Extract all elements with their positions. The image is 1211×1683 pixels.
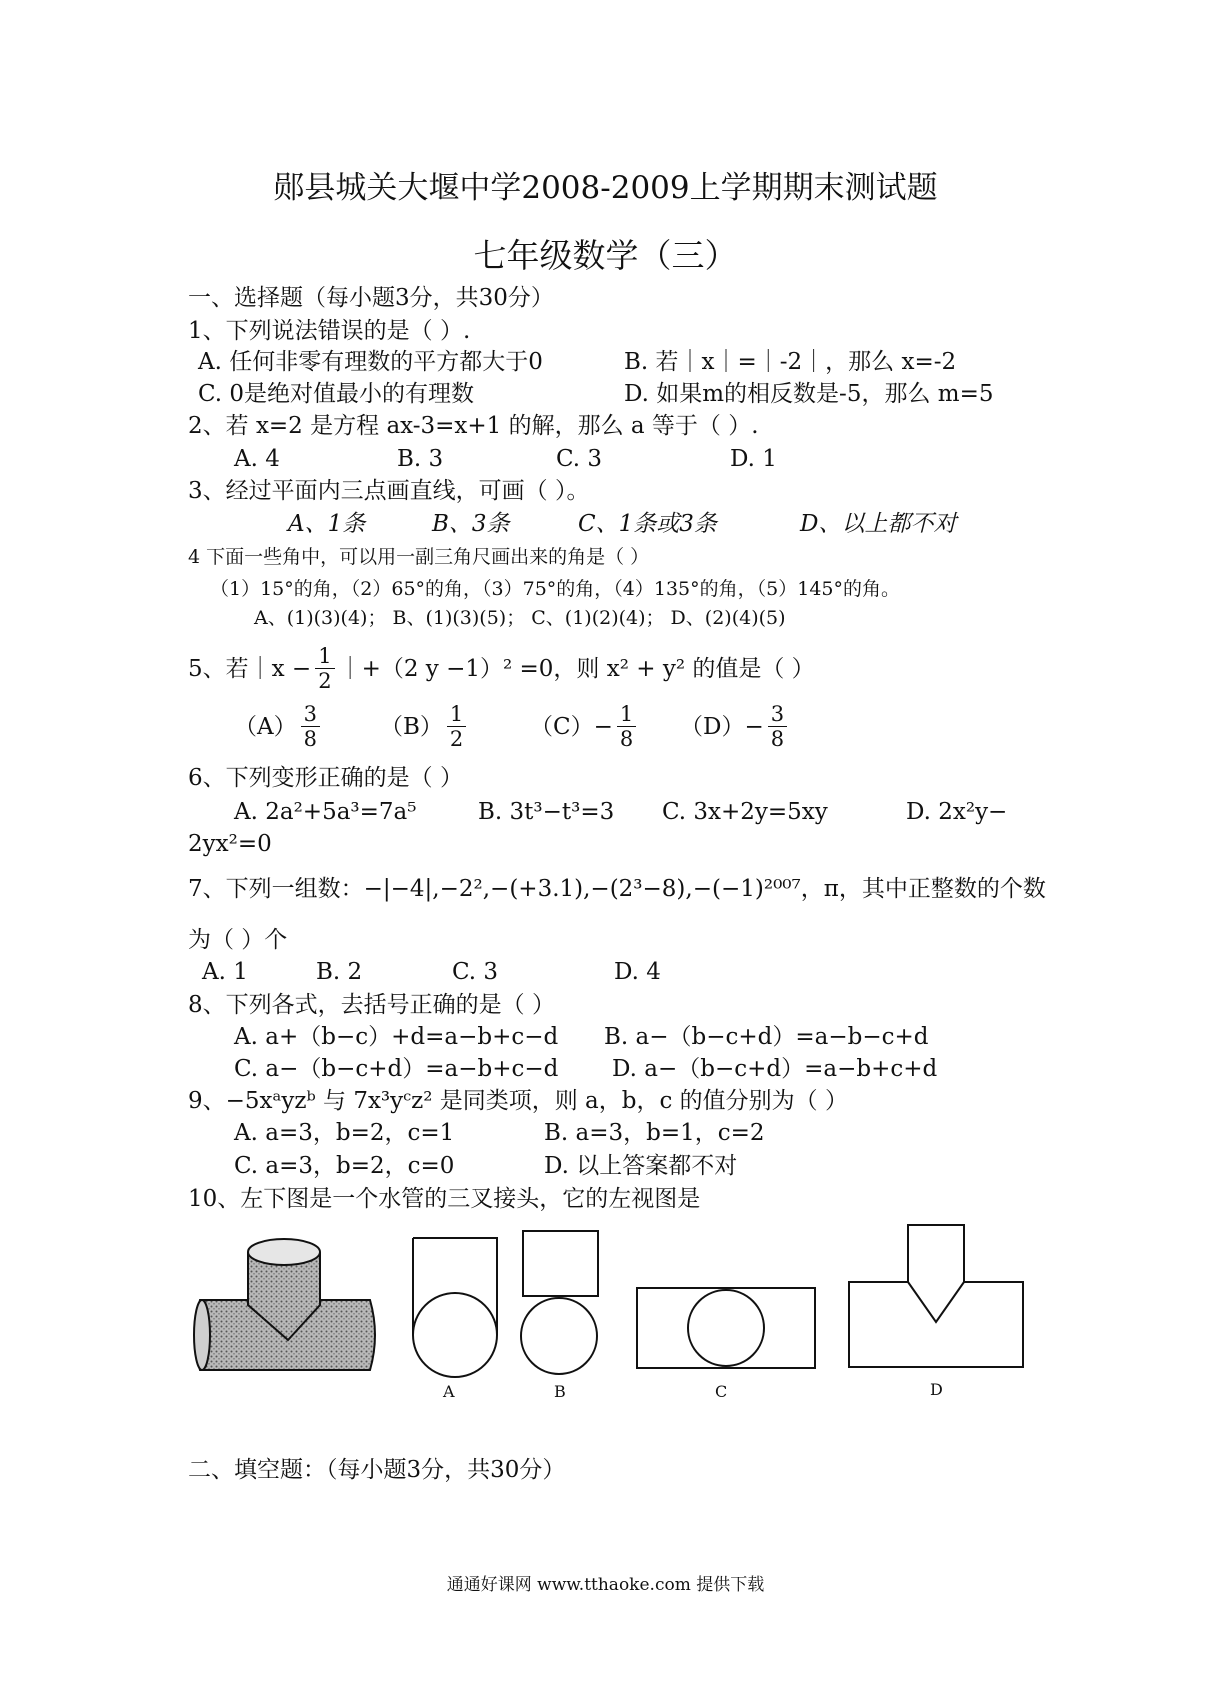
view-label-a: A xyxy=(443,1382,455,1401)
q8-stem: 8、下列各式，去括号正确的是（ ） xyxy=(188,992,555,1018)
q1-stem: 1、下列说法错误的是（ ）. xyxy=(188,318,471,344)
q6-option-a: A. 2a²+5a³=7a⁵ xyxy=(234,799,417,825)
q6-option-d-continued: 2yx²=0 xyxy=(188,831,272,857)
q5-d-label: （D）− xyxy=(680,713,764,740)
view-label-d: D xyxy=(930,1380,943,1399)
tee-pipe-figure xyxy=(190,1230,385,1380)
q5-a-num: 3 xyxy=(301,702,320,727)
view-option-a xyxy=(410,1235,510,1385)
q4-options: A、(1)(3)(4)； B、(1)(3)(5)； C、(1)(2)(4)； D、(2)(4)(5) xyxy=(254,607,786,629)
view-label-c: C xyxy=(715,1382,728,1401)
q9-stem: 9、−5xᵃyzᵇ 与 7x³yᶜz² 是同类项，则 a，b，c 的值分别为（ ） xyxy=(188,1088,848,1114)
q5-a-fraction xyxy=(301,702,320,751)
q5-option-a xyxy=(234,702,324,751)
q5-c-label: （C）− xyxy=(530,713,613,740)
q5-frac-denominator: 2 xyxy=(318,669,332,693)
q8-option-d: D. a−（b−c+d）=a−b+c+d xyxy=(612,1056,938,1082)
q7-option-d: D. 4 xyxy=(614,959,661,985)
q5-d-den: 8 xyxy=(770,727,785,751)
q7-option-c: C. 3 xyxy=(452,959,499,985)
q9-option-a: A. a=3，b=2，c=1 xyxy=(234,1120,455,1146)
q6-option-c: C. 3x+2y=5xy xyxy=(662,799,828,825)
q5-option-c xyxy=(530,702,640,751)
q9-option-d: D. 以上答案都不对 xyxy=(544,1153,738,1179)
page-footer: 通通好课网 www.tthaoke.com 提供下载 xyxy=(446,1575,765,1595)
q10-stem: 10、左下图是一个水管的三叉接头，它的左视图是 xyxy=(188,1186,701,1212)
q5-option-d xyxy=(680,702,791,751)
q6-stem: 6、下列变形正确的是（ ） xyxy=(188,765,463,791)
view-label-b: B xyxy=(554,1382,566,1401)
q7-option-b: B. 2 xyxy=(316,959,363,985)
q6-option-b: B. 3t³−t³=3 xyxy=(478,799,615,825)
q4-items: （1）15°的角，（2）65°的角，（3）75°的角，（4）135°的角，（5）145°的角。 xyxy=(210,578,901,600)
q3-option-d: D、以上都不对 xyxy=(800,511,957,537)
q5-middle: ｜+（2 y −1）² =0，则 x² + y² 的值是（ ） xyxy=(338,655,815,682)
q5-b-label: （B） xyxy=(380,713,443,740)
q7-stem: 7、下列一组数：−|−4|,−2²,−(+3.1),−(2³−8),−(−1)²⁰⁰⁷，π，其中正整数的个数 xyxy=(188,876,1046,902)
view-option-d xyxy=(846,1222,1031,1372)
view-option-b xyxy=(518,1228,608,1378)
q8-option-c: C. a−（b−c+d）=a−b+c−d xyxy=(234,1056,559,1082)
q2-option-a: A. 4 xyxy=(234,446,280,472)
q5-fraction xyxy=(315,644,334,693)
q4-stem: 4 下面一些角中，可以用一副三角尺画出来的角是（ ） xyxy=(188,546,650,568)
q5-frac-numerator: 1 xyxy=(315,644,334,669)
q5-a-den: 8 xyxy=(303,727,317,751)
q5-c-num: 1 xyxy=(617,702,636,727)
q5-c-den: 8 xyxy=(619,727,634,751)
page-subtitle: 七年级数学（三） xyxy=(473,236,738,275)
q5-b-fraction xyxy=(447,702,466,751)
q3-stem: 3、经过平面内三点画直线，可画（ ）。 xyxy=(188,478,590,504)
q2-option-c: C. 3 xyxy=(556,446,603,472)
q5-option-b xyxy=(380,702,470,751)
q5-b-den: 2 xyxy=(449,727,464,751)
section1-heading: 一、选择题（每小题3分，共30分） xyxy=(188,285,554,311)
q3-option-c: C、1条或3条 xyxy=(578,511,717,537)
q7-option-a: A. 1 xyxy=(202,959,248,985)
q5-b-num: 1 xyxy=(447,702,466,727)
q2-option-d: D. 1 xyxy=(730,446,777,472)
q2-option-b: B. 3 xyxy=(397,446,444,472)
q5-d-num: 3 xyxy=(768,702,787,727)
q1-option-b: B. 若｜x｜=｜-2｜，那么 x=-2 xyxy=(624,349,957,375)
section2-heading: 二、填空题：（每小题3分，共30分） xyxy=(188,1457,566,1483)
view-option-c xyxy=(634,1280,819,1380)
q5-prefix: 5、若｜x − xyxy=(188,655,312,682)
q9-option-c: C. a=3，b=2，c=0 xyxy=(234,1153,455,1179)
q3-option-b: B、3条 xyxy=(432,511,510,537)
q5-stem xyxy=(188,644,815,693)
q1-option-a: A. 任何非零有理数的平方都大于0 xyxy=(198,349,543,375)
q5-c-fraction xyxy=(617,702,636,751)
q1-option-c: C. 0是绝对值最小的有理数 xyxy=(198,381,475,407)
q8-option-b: B. a−（b−c+d）=a−b−c+d xyxy=(604,1024,929,1050)
q6-option-d: D. 2x²y− xyxy=(906,799,1008,825)
q5-a-label: （A） xyxy=(234,713,297,740)
q9-option-b: B. a=3，b=1，c=2 xyxy=(544,1120,765,1146)
q5-d-fraction xyxy=(768,702,787,751)
page-title: 郧县城关大堰中学2008-2009上学期期末测试题 xyxy=(273,170,938,206)
q3-option-a: A、1条 xyxy=(288,511,366,537)
q1-option-d: D. 如果m的相反数是-5，那么 m=5 xyxy=(624,381,994,407)
q8-option-a: A. a+（b−c）+d=a−b+c−d xyxy=(234,1024,559,1050)
q7-stem-continued: 为（ ）个 xyxy=(188,927,288,953)
q2-stem: 2、若 x=2 是方程 ax-3=x+1 的解，那么 a 等于（ ）. xyxy=(188,413,759,439)
